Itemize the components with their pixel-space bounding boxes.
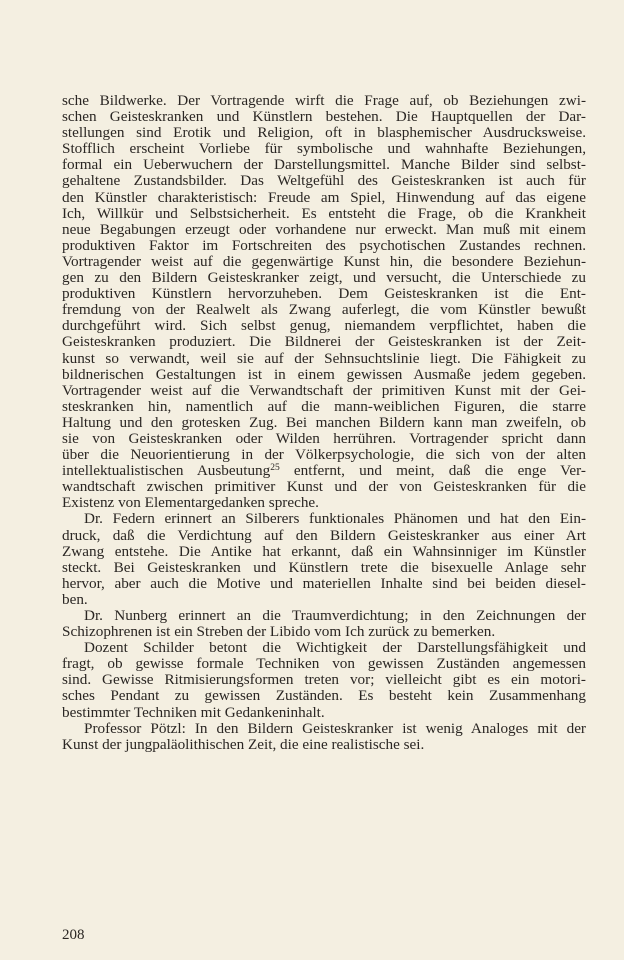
text-line: schen Geisteskranken und Künstlern bestehen. Die Hauptquellen der Dar- [62,108,586,126]
text-line: kunst so verwandt, weil sie auf der Sehnsuchtslinie liegt. Die Fähigkeit zu [62,349,586,367]
text-line: Professor Pötzl: In den Bildern Geisteskranker ist wenig Analoges mit der [84,719,586,737]
text-line: wandtschaft zwischen primitiver Kunst und der von Geisteskranken für die [62,478,586,496]
text-line: neue Begabungen erzeugt oder vorhandene nur erweckt. Man muß mit einem [62,220,586,238]
text-line: über die Neuorientierung in der Völkerpsychologie, die sich von der alten [62,446,586,464]
footnote-marker: 25 [270,463,280,474]
text-line: fragt, ob gewisse formale Techniken von gewissen Zuständen angemessen [62,655,586,673]
text-line: gen zu den Bildern Geisteskranker zeigt, und versucht, die Unterschiede zu [62,269,586,287]
text-line: Dr. Nunberg erinnert an die Traumverdichtung; in den Zeichnungen der [84,607,586,624]
text-line: fremdung von der Realwelt als Zwang auferlegt, die vom Künstler bewußt [62,301,586,319]
text-line: Dr. Federn erinnert an Silberers funktionales Phänomen und hat den Ein- [84,510,586,528]
text-line: Existenz von Elementargedanken spreche. [62,494,319,512]
text-line: sind. Gewisse Ritmisierungsformen treten vor; vielleicht gibt es ein motori- [62,671,586,689]
text-line: stellungen sind Erotik und Religion, oft in blasphemischer Ausdrucksweise. [62,124,586,142]
text-line: sches Pendant zu gewissen Zuständen. Es besteht kein Zusammenhang [62,687,586,705]
paragraph [62,511,586,608]
text-line: Geisteskranken produziert. Die Bildnerei der Geisteskranken ist der Zeit- [62,333,586,351]
text-line: Haltung und den grotesken Zug. Bei manchen Bildern kann man zweifeln, ob [62,413,586,431]
text-line: produktiven Faktor im Fortschreiten des psychotischen Zustandes rechnen. [62,236,586,254]
text-line: hervor, aber auch die Motive und materiellen Inhalte sind bei beiden diesel- [62,574,586,592]
text-line: Kunst der jungpaläolithischen Zeit, die eine realistische sei. [62,735,425,753]
text-line: gehaltene Zustandsbilder. Das Weltgefühl des Geisteskranken ist auch für [62,172,586,190]
paragraph [62,721,586,753]
text-line: bildnerischen Gestaltungen ist in einem gewissen Ausmaße jedem gegeben. [62,365,586,383]
text-line: formal ein Ueberwuchern der Darstellungsmittel. Manche Bilder sind selbst- [62,156,586,174]
paragraph [62,640,586,720]
text-line: Stofflich erscheint Vorliebe für symbolische und wahnhafte Beziehungen, [62,140,586,158]
text-line: druck, daß die Verdichtung auf den Bildern Geisteskranker aus einer Art [62,526,586,544]
text-line: sche Bildwerke. Der Vortragende wirft die Frage auf, ob Beziehungen zwi- [62,92,586,109]
text-line: durchgeführt wird. Sich selbst genug, niemandem verpflichtet, haben die [62,317,586,335]
text-line: bestimmter Techniken mit Gedankeninhalt. [62,703,325,721]
paragraph [62,93,586,511]
text-line: den Künstler charakteristisch: Freude am Spiel, Hinwendung auf das eigene [62,188,586,206]
text-line: Zwang entstehe. Die Antike hat erkannt, daß ein Wahnsinniger im Künstler [62,542,586,560]
text-line: ben. [62,590,88,608]
text-line: Schizophrenen ist ein Streben der Libido vom Ich zurück zu bemerken. [62,623,496,641]
page-number: 208 [62,927,85,943]
text-line: Dozent Schilder betont die Wichtigkeit der Darstellungsfähigkeit und [84,639,586,657]
text-line: steskranken hin, namentlich auf die mann-weiblichen Figuren, die starre [62,397,586,415]
text-line: intellektualistischen Ausbeutung$^{25}$ entfernt, und meint, daß die enge Ver- [62,462,586,480]
body-text [62,93,586,753]
text-line: sie von Geisteskranken oder Wilden herrühren. Vortragender spricht dann [62,429,586,447]
text-line: steckt. Bei Geisteskranken und Künstlern trete die bisexuelle Anlage sehr [62,558,586,576]
paragraph [62,608,586,640]
text-line: produktiven Künstlern hervorzuheben. Dem Geisteskranken ist die Ent- [62,285,586,303]
text-line: Vortragender weist auf die gegenwärtige Kunst hin, die besondere Beziehun- [62,252,586,270]
text-line: Vortragender weist auf die Verwandtschaft der primitiven Kunst mit der Gei- [62,381,586,399]
text-line: Ich, Willkür und Selbstsicherheit. Es entsteht die Frage, ob die Krankheit [62,204,586,222]
